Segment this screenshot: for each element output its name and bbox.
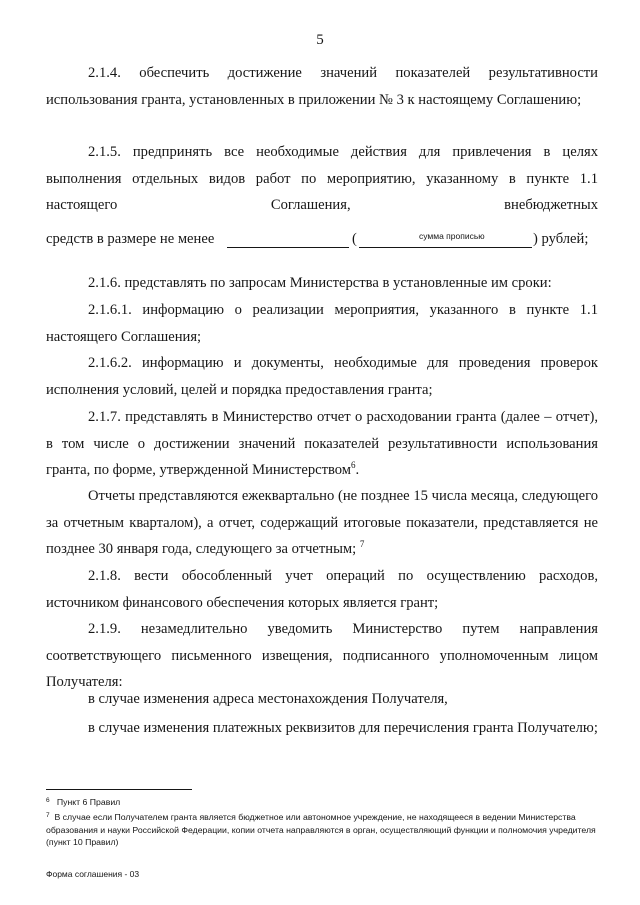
form-label: Форма соглашения - 03 xyxy=(46,869,140,879)
paragraph-address-change: в случае изменения адреса местонахождения Получателя, xyxy=(88,691,448,707)
page-number: 5 xyxy=(316,32,324,48)
footnote-6-text: Пункт 6 Правил xyxy=(56,797,121,807)
footnote-ref-6: 6 xyxy=(351,460,356,470)
footnote-7-text: В случае если Получателем гранта является бюджетное или автономное учреждение, не находящееся в ведении Министерства образования и науки Российской Федерации, копии отчета направляются в орган, осуществляющий функции и полномочия учредителя (пункт 10 Правил) xyxy=(46,812,596,847)
paragraph-2-1-7-text: 2.1.7. представлять в Министерство отчет о расходовании гранта (далее – отчет), в том числе о достижении значений показателей результативности использования гранта, по форме, утвержденной Министерством xyxy=(46,409,598,478)
footnote-6 xyxy=(46,796,602,809)
amount-open-paren: ( xyxy=(352,231,357,247)
footnote-separator xyxy=(46,789,192,790)
paragraph-2-1-9: 2.1.9. незамедлительно уведомить Министерство путем направления соответствующего письменного извещения, подписанного уполномоченным лицом Получателя: xyxy=(46,621,598,690)
paragraph-2-1-4: 2.1.4. обеспечить достижение значений показателей результативности использования гранта, установленных в приложении № 3 к настоящему Соглашению; xyxy=(46,65,598,108)
paragraph-2-1-6: 2.1.6. представлять по запросам Министерства в установленные им сроки: xyxy=(88,275,552,291)
paragraph-reports-text: Отчеты представляются ежеквартально (не позднее 15 числа месяца, следующего за отчетным кварталом), а отчет, содержащий итоговые показатели, представляется не позднее 30 января года, следующего за отчетным; xyxy=(46,488,598,557)
grant-amount-row xyxy=(46,231,606,261)
footnote-ref-7: 7 xyxy=(359,539,365,549)
paragraph-2-1-6-2: 2.1.6.2. информацию и документы, необходимые для проведения проверок исполнения условий, целей и порядка предоставления гранта; xyxy=(46,355,598,398)
paragraph-2-1-8: 2.1.8. вести обособленный учет операций по осуществлению расходов, источником финансового обеспечения которых является грант; xyxy=(46,568,598,611)
amount-prefix: средств в размере не менее xyxy=(46,231,215,247)
footnote-6-number: 6 xyxy=(46,797,50,804)
paragraph-requisites-change: в случае изменения платежных реквизитов для перечисления гранта Получателю; xyxy=(88,720,598,736)
footnote-7-number: 7 xyxy=(46,812,50,819)
paragraph-2-1-7: 2.1.7. представлять в Министерство отчет о расходовании гранта (далее – отчет), в том числе о достижении значений показателей результативности использования гранта, по форме, утвержденной Министерством$^6$. xyxy=(46,409,598,478)
amount-words-hint: сумма прописью xyxy=(419,231,485,241)
amount-words-blank xyxy=(359,247,532,248)
paragraph-2-1-5: 2.1.5. предпринять все необходимые действия для привлечения в целях выполнения отдельных видов работ по мероприятию, указанному в пункте 1.1 настоящего Соглашения, внебюджетных xyxy=(46,144,598,213)
paragraph-reports xyxy=(46,483,598,563)
amount-suffix: ) рублей; xyxy=(533,231,589,247)
paragraph-2-1-6-1: 2.1.6.1. информацию о реализации мероприятия, указанного в пункте 1.1 настоящего Соглашения; xyxy=(46,302,598,345)
amount-number-blank xyxy=(227,247,349,248)
footnote-7 xyxy=(46,811,602,849)
